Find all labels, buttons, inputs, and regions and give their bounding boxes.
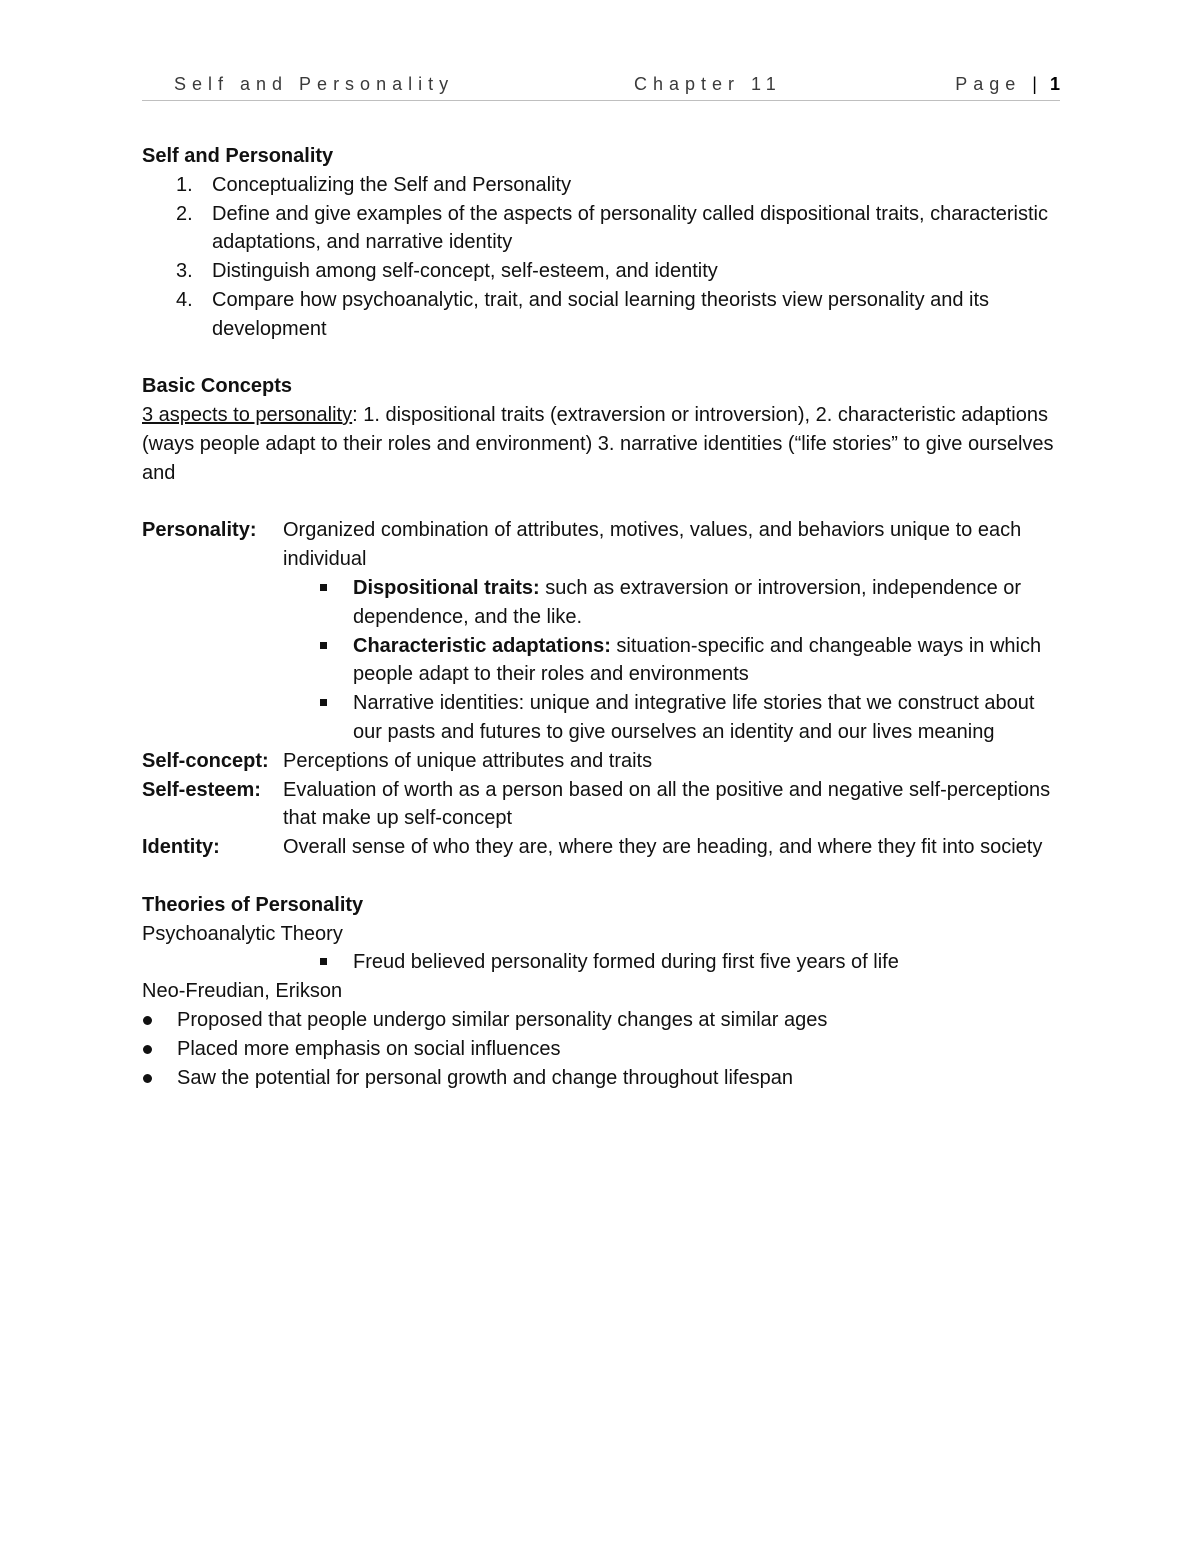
list-item (142, 632, 1062, 690)
objectives-title: Self and Personality (142, 145, 334, 167)
definition-text: Perceptions of unique attributes and traits (283, 749, 653, 772)
definition-term: Self-concept: (142, 749, 269, 772)
aspects-paragraph (142, 401, 1062, 487)
square-bullet-icon (320, 584, 327, 591)
bullet-text: situation-specific and changeable ways in which people adapt to their roles and environments (353, 634, 1042, 686)
aspects-text: : 1. dispositional traits (extraversion or introversion), 2. characteristic adaptions (ways people adapt to their roles and environment) 3. narrative identities (“life stories” to give ourselves and (142, 404, 1054, 484)
item-text: Conceptualizing the Self and Personality (212, 173, 572, 196)
definition-identity (142, 833, 1062, 862)
bullet-dot-icon (143, 1074, 152, 1083)
item-number: 1. (176, 173, 193, 196)
theories-title: Theories of Personality (142, 893, 364, 916)
definition-text: Overall sense of who they are, where they are heading, and where they fit into society (283, 836, 1043, 859)
bullet-dot-icon (143, 1016, 152, 1025)
bullet-label: Dispositional traits: (353, 576, 540, 599)
header-page (955, 74, 1060, 95)
list-item (142, 257, 1062, 286)
definition-self-esteem (142, 776, 1062, 834)
list-item (142, 1006, 1062, 1035)
item-text: Compare how psychoanalytic, trait, and social learning theorists view personality and its development (212, 288, 990, 340)
list-item (142, 1064, 1062, 1093)
basic-concepts-title: Basic Concepts (142, 375, 293, 398)
document-body (142, 142, 1062, 1092)
definition-term: Personality: (142, 519, 257, 542)
page-header (142, 74, 1060, 101)
objectives-list (142, 171, 1062, 344)
aspects-label: 3 aspects to personality (142, 404, 353, 427)
list-item (142, 200, 1062, 258)
header-page-label: Page (955, 74, 1022, 94)
item-number: 4. (176, 288, 193, 311)
bullet-dot-icon (143, 1045, 152, 1054)
bullet-text: Proposed that people undergo similar personality changes at similar ages (177, 1008, 828, 1031)
header-left-title: Self and Personality (174, 74, 455, 94)
bullet-text: Narrative identities: unique and integrative life stories that we construct about our pasts and futures to give ourselves an identity and our lives meaning (353, 692, 1035, 743)
bullet-text: such as extraversion or introversion, independence or dependence, and the like. (353, 576, 1022, 628)
definition-term: Identity: (142, 836, 220, 859)
definition-personality (142, 516, 1062, 574)
definition-text: Organized combination of attributes, motives, values, and behaviors unique to each individual (283, 519, 1022, 571)
item-number: 2. (176, 202, 193, 225)
item-number: 3. (176, 260, 193, 283)
neo-freudian-heading: Neo-Freudian, Erikson (142, 980, 343, 1003)
list-item (142, 1035, 1062, 1064)
bullet-text: Freud believed personality formed during first five years of life (353, 951, 899, 974)
list-item (142, 574, 1062, 632)
neo-freudian-list (142, 1006, 1062, 1092)
psychoanalytic-heading: Psychoanalytic Theory (142, 922, 343, 945)
item-text: Define and give examples of the aspects of personality called dispositional traits, characteristic adaptations, and narrative identity (212, 202, 1048, 254)
square-bullet-icon (320, 699, 327, 706)
header-page-number: 1 (1049, 74, 1060, 94)
bullet-text: Saw the potential for personal growth and change throughout lifespan (177, 1066, 793, 1089)
square-bullet-icon (320, 958, 327, 965)
bullet-label: Characteristic adaptations: (353, 634, 611, 657)
item-text: Distinguish among self-concept, self-esteem, and identity (212, 260, 718, 283)
bullet-text: Placed more emphasis on social influences (177, 1037, 561, 1060)
list-item (142, 286, 1062, 344)
header-chapter: Chapter 11 (634, 74, 782, 94)
definition-self-concept (142, 747, 1062, 776)
definition-term: Self-esteem: (142, 778, 261, 801)
personality-aspects-list (142, 574, 1062, 747)
definition-text: Evaluation of worth as a person based on all the positive and negative self-perceptions that make up self-concept (283, 778, 1051, 830)
square-bullet-icon (320, 642, 327, 649)
psychoanalytic-list (142, 948, 1062, 977)
header-separator: | (1032, 74, 1039, 94)
list-item (142, 171, 1062, 200)
list-item (142, 948, 1062, 977)
list-item (142, 689, 1062, 747)
